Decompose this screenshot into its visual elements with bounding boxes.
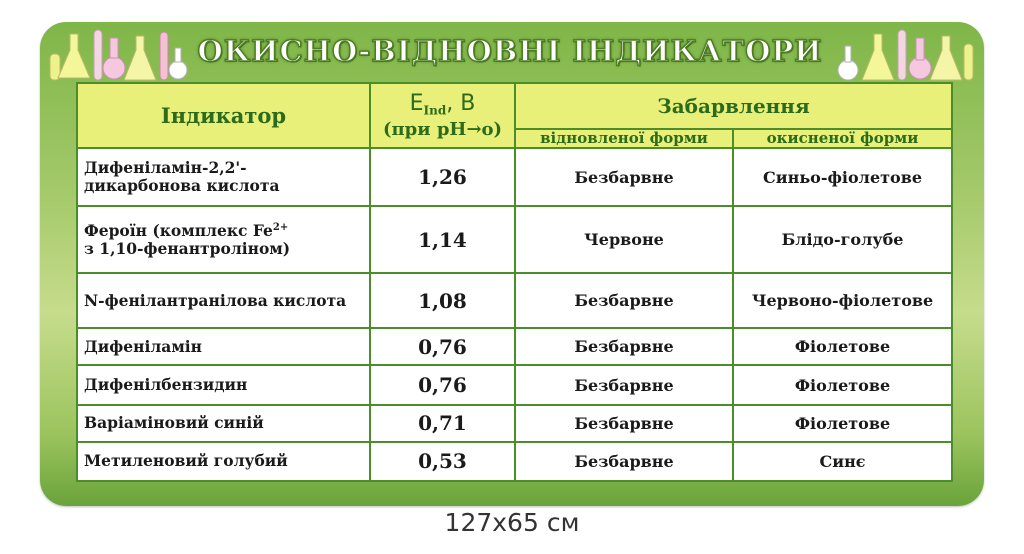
- e-subscript: Ind: [423, 103, 447, 118]
- reduced-color: Безбарвне: [515, 365, 733, 404]
- potential-value: 0,53: [370, 442, 515, 481]
- charge-superscript: 2+: [272, 221, 289, 233]
- indicator-name: Дифенілбензидин: [77, 365, 370, 404]
- e-symbol: E: [409, 90, 424, 116]
- e-unit: , B: [446, 90, 476, 116]
- header-potential: [370, 83, 515, 148]
- reduced-color: Безбарвне: [515, 405, 733, 442]
- oxidized-color: Блідо-голубе: [733, 206, 952, 273]
- table-row: [77, 328, 952, 365]
- oxidized-color: Фіолетове: [733, 365, 952, 404]
- header-reduced-form: відновленої форми: [515, 129, 733, 148]
- potential-value: 0,71: [370, 405, 515, 442]
- oxidized-color: Синьо-фіолетове: [733, 148, 952, 206]
- indicator-name-part: Фероїн (комплекс Fe: [84, 220, 273, 240]
- table-row: [77, 405, 952, 442]
- potential-value: 0,76: [370, 328, 515, 365]
- poster-size-caption: 127x65 см: [444, 508, 580, 537]
- header-indicator: Індикатор: [77, 83, 370, 148]
- indicators-table: [76, 82, 953, 482]
- table-row: [77, 442, 952, 481]
- indicator-name: [77, 206, 370, 273]
- lab-flasks-icon: [48, 24, 188, 82]
- header-oxidized-form: окисненої форми: [733, 129, 952, 148]
- e-condition: (при pH→o): [382, 119, 503, 141]
- poster-title: ОКИСНО-ВІДНОВНІ ІНДИКАТОРИ: [197, 34, 823, 68]
- reduced-color: Безбарвне: [515, 273, 733, 328]
- indicator-name: Варіаміновий синій: [77, 405, 370, 442]
- table-row: [77, 273, 952, 328]
- table-row: [77, 206, 952, 273]
- reduced-color: Безбарвне: [515, 148, 733, 206]
- reduced-color: Червоне: [515, 206, 733, 273]
- potential-value: 1,08: [370, 273, 515, 328]
- potential-value: 0,76: [370, 365, 515, 404]
- indicator-name: Метиленовий голубий: [77, 442, 370, 481]
- indicator-name-rest: з 1,10-фенантроліном): [84, 238, 291, 258]
- table-row: [77, 148, 952, 206]
- potential-value: 1,26: [370, 148, 515, 206]
- oxidized-color: Фіолетове: [733, 405, 952, 442]
- reduced-color: Безбарвне: [515, 442, 733, 481]
- indicator-name: N-фенілантранілова кислота: [77, 273, 370, 328]
- oxidized-color: Синє: [733, 442, 952, 481]
- oxidized-color: Фіолетове: [733, 328, 952, 365]
- oxidized-color: Червоно-фіолетове: [733, 273, 952, 328]
- lab-flasks-icon: [836, 24, 976, 82]
- potential-value: 1,14: [370, 206, 515, 273]
- reduced-color: Безбарвне: [515, 328, 733, 365]
- header-coloring: Забарвлення: [515, 83, 952, 129]
- indicator-name: Дифеніламін: [77, 328, 370, 365]
- table-row: [77, 365, 952, 404]
- indicator-name: Дифеніламін-2,2'-дикарбонова кислота: [77, 148, 370, 206]
